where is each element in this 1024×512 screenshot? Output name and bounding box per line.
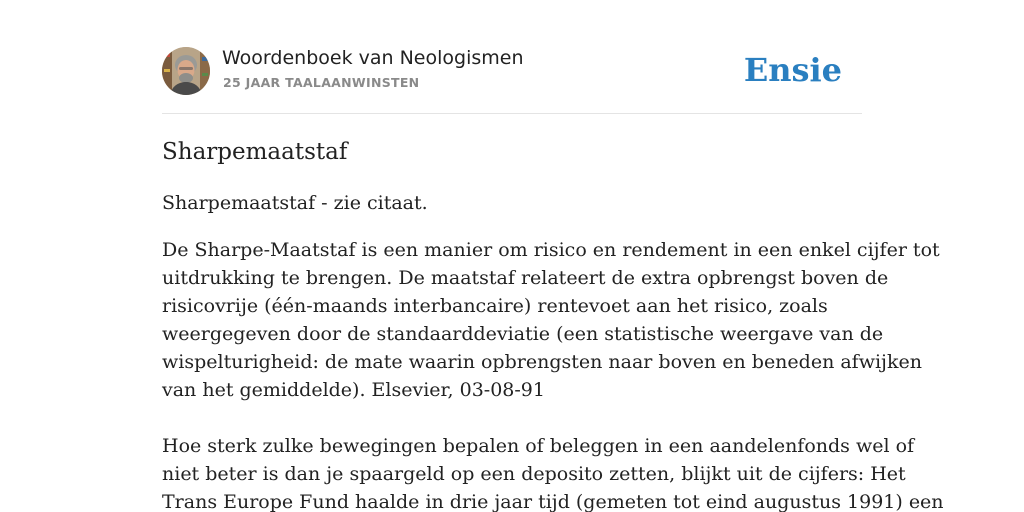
entry-summary: Sharpemaatstaf - zie citaat. [162, 192, 428, 214]
entry-content [162, 134, 944, 512]
paragraph-gap [162, 404, 862, 432]
entry-quotes [162, 236, 944, 512]
quote-line: risicovrije (één-maands interbancaire) rentevoet aan het risico, zoals [162, 295, 828, 317]
quote-line: niet beter is dan je spaargeld op een deposito zetten, blijkt uit de cijfers: Het [162, 463, 906, 485]
quote-line: wispelturigheid: de mate waarin opbrengsten naar boven en beneden afwijken [162, 351, 922, 373]
site-tagline: 25 JAAR TAALAANWINSTEN [223, 75, 420, 90]
header-divider [162, 113, 862, 114]
quote-line: uitdrukking te brengen. De maatstaf relateert de extra opbrengst boven de [162, 267, 889, 289]
quote-line: De Sharpe-Maatstaf is een manier om risico en rendement in een enkel cijfer tot [162, 239, 940, 261]
quote-line: Trans Europe Fund haalde in drie jaar tijd (gemeten tot eind augustus 1991) een [162, 491, 944, 512]
quote-line: weergegeven door de standaarddeviatie (een statistische weergave van de [162, 323, 884, 345]
avatar-portrait-icon [162, 47, 210, 95]
avatar[interactable] [162, 47, 210, 95]
quote-line: Hoe sterk zulke bewegingen bepalen of beleggen in een aandelenfonds wel of [162, 435, 915, 457]
quote-line: van het gemiddelde). Elsevier, 03-08-91 [162, 379, 545, 401]
site-header [162, 46, 862, 96]
entry-title: Sharpemaatstaf [162, 139, 348, 165]
brand-logo-link[interactable]: Ensie [743, 51, 842, 89]
site-name-link[interactable]: Woordenboek van Neologismen [222, 47, 524, 69]
